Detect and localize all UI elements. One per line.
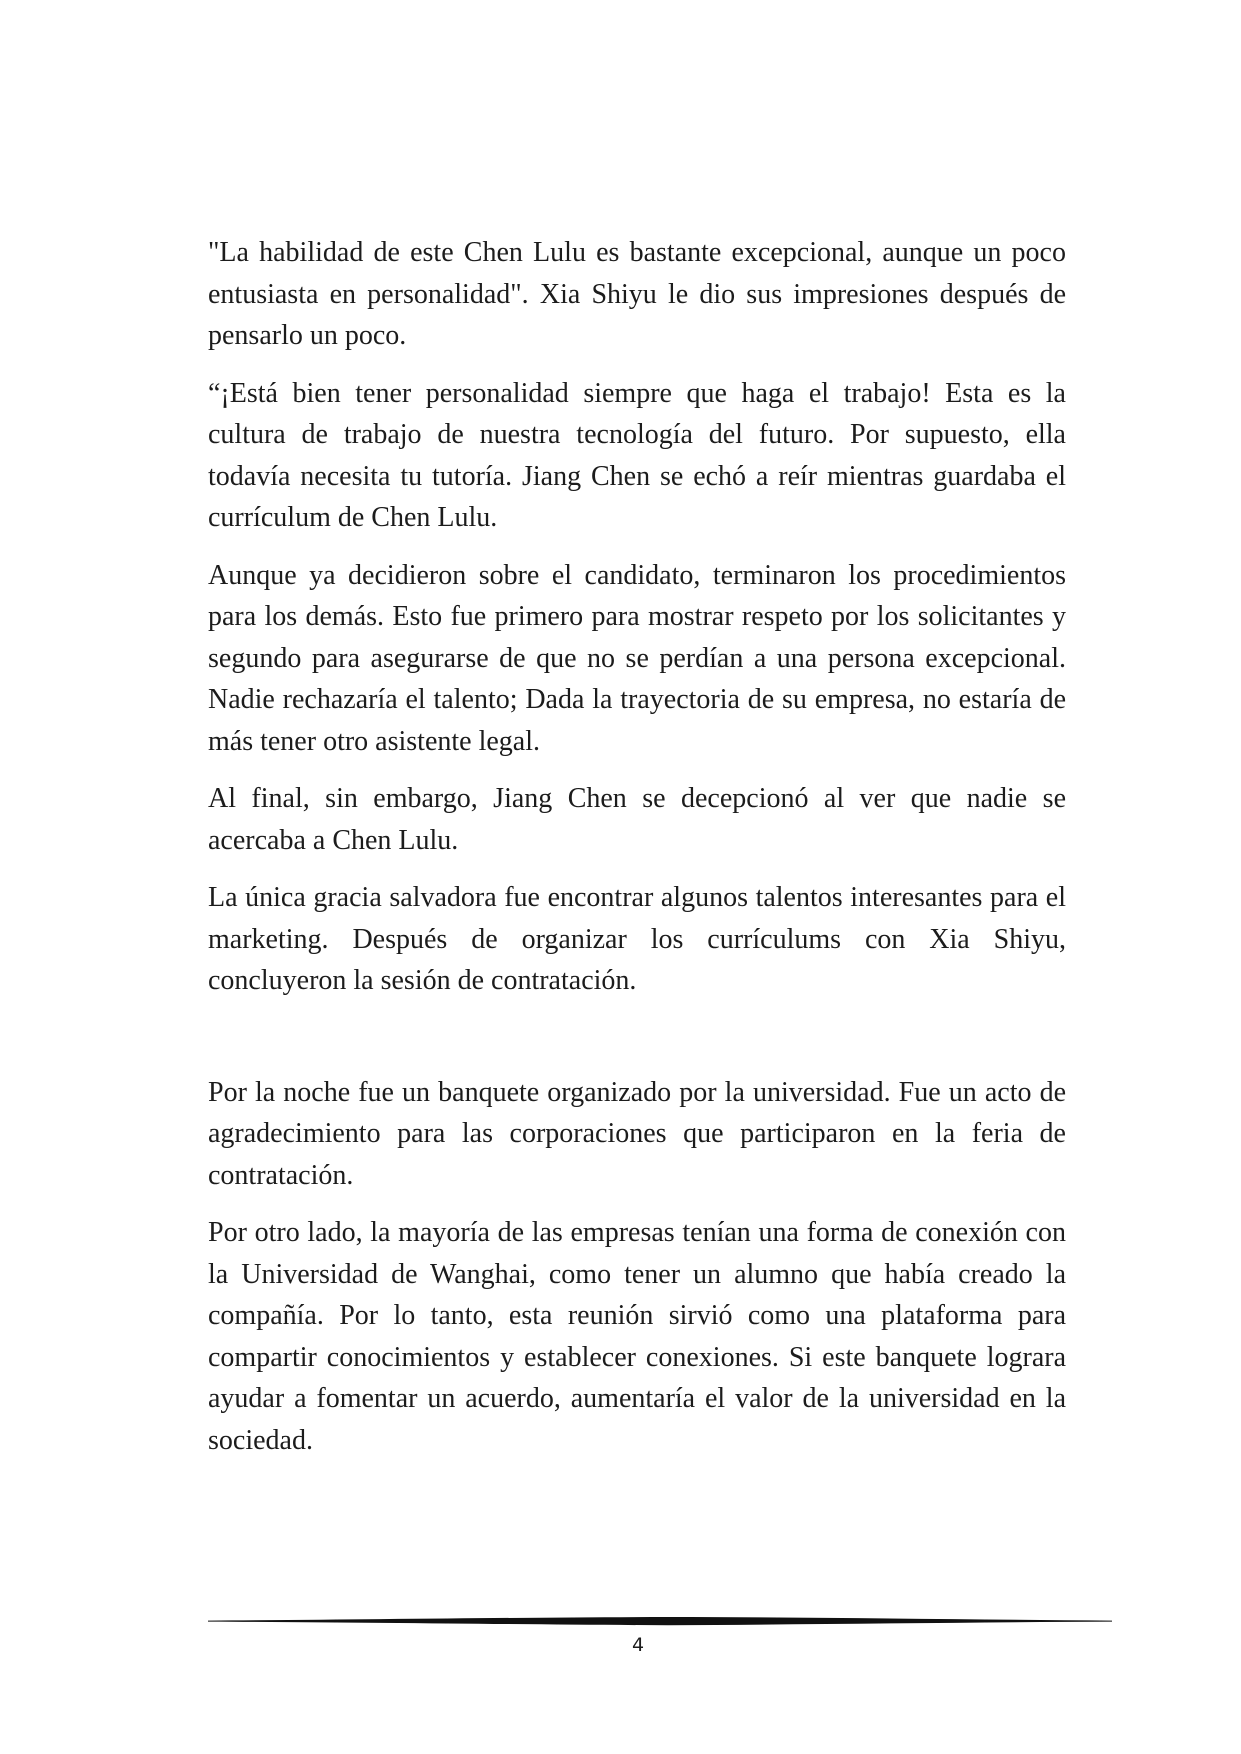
paragraph-7: Por otro lado, la mayoría de las empresas tenían una forma de conexión con la Universidad de Wanghai, como tener un alumno que había creado la compañía. Por lo tanto, esta reunión sirvió como una plataforma para compartir conocimientos y establecer conexiones. Si este banquete lograra ayudar a fomentar un acuerdo, aumentaría el valor de la universidad en la sociedad. [208,1217,1066,1456]
page-number: 4 [631,1634,645,1656]
paragraph-3: Aunque ya decidieron sobre el candidato, terminaron los procedimientos para los demás. Esto fue primero para mostrar respeto por los solicitantes y segundo para asegurarse de que no se perdían a una persona excepcional. Nadie rechazaría el talento; Dada la trayectoria de su empresa, no estaría de más tener otro asistente legal. [208,559,1066,757]
footer-divider-line [208,1614,1112,1628]
footer-divider [208,1614,1112,1628]
paragraph-1: "La habilidad de este Chen Lulu es bastante excepcional, aunque un poco entusiasta en personalidad". Xia Shiyu le dio sus impresiones después de pensarlo un poco. [208,237,1066,351]
paragraph-4: Al final, sin embargo, Jiang Chen se decepcionó al ver que nadie se acercaba a Chen Lulu. [208,783,1066,856]
paragraph-6: Por la noche fue un banquete organizado por la universidad. Fue un acto de agradecimiento para las corporaciones que participaron en la feria de contratación. [208,1076,1066,1191]
paragraph-2: “¡Está bien tener personalidad siempre que haga el trabajo! Esta es la cultura de trabajo de nuestra tecnología del futuro. Por supuesto, ella todavía necesita tu tutoría. Jiang Chen se echó a reír mientras guardaba el currículum de Chen Lulu. [208,377,1066,533]
paragraph-5: La única gracia salvadora fue encontrar algunos talentos interesantes para el marketing. Después de organizar los currículums con Xia Shiyu, concluyeron la sesión de contratación. [208,882,1066,996]
body-text [208,232,1066,1477]
